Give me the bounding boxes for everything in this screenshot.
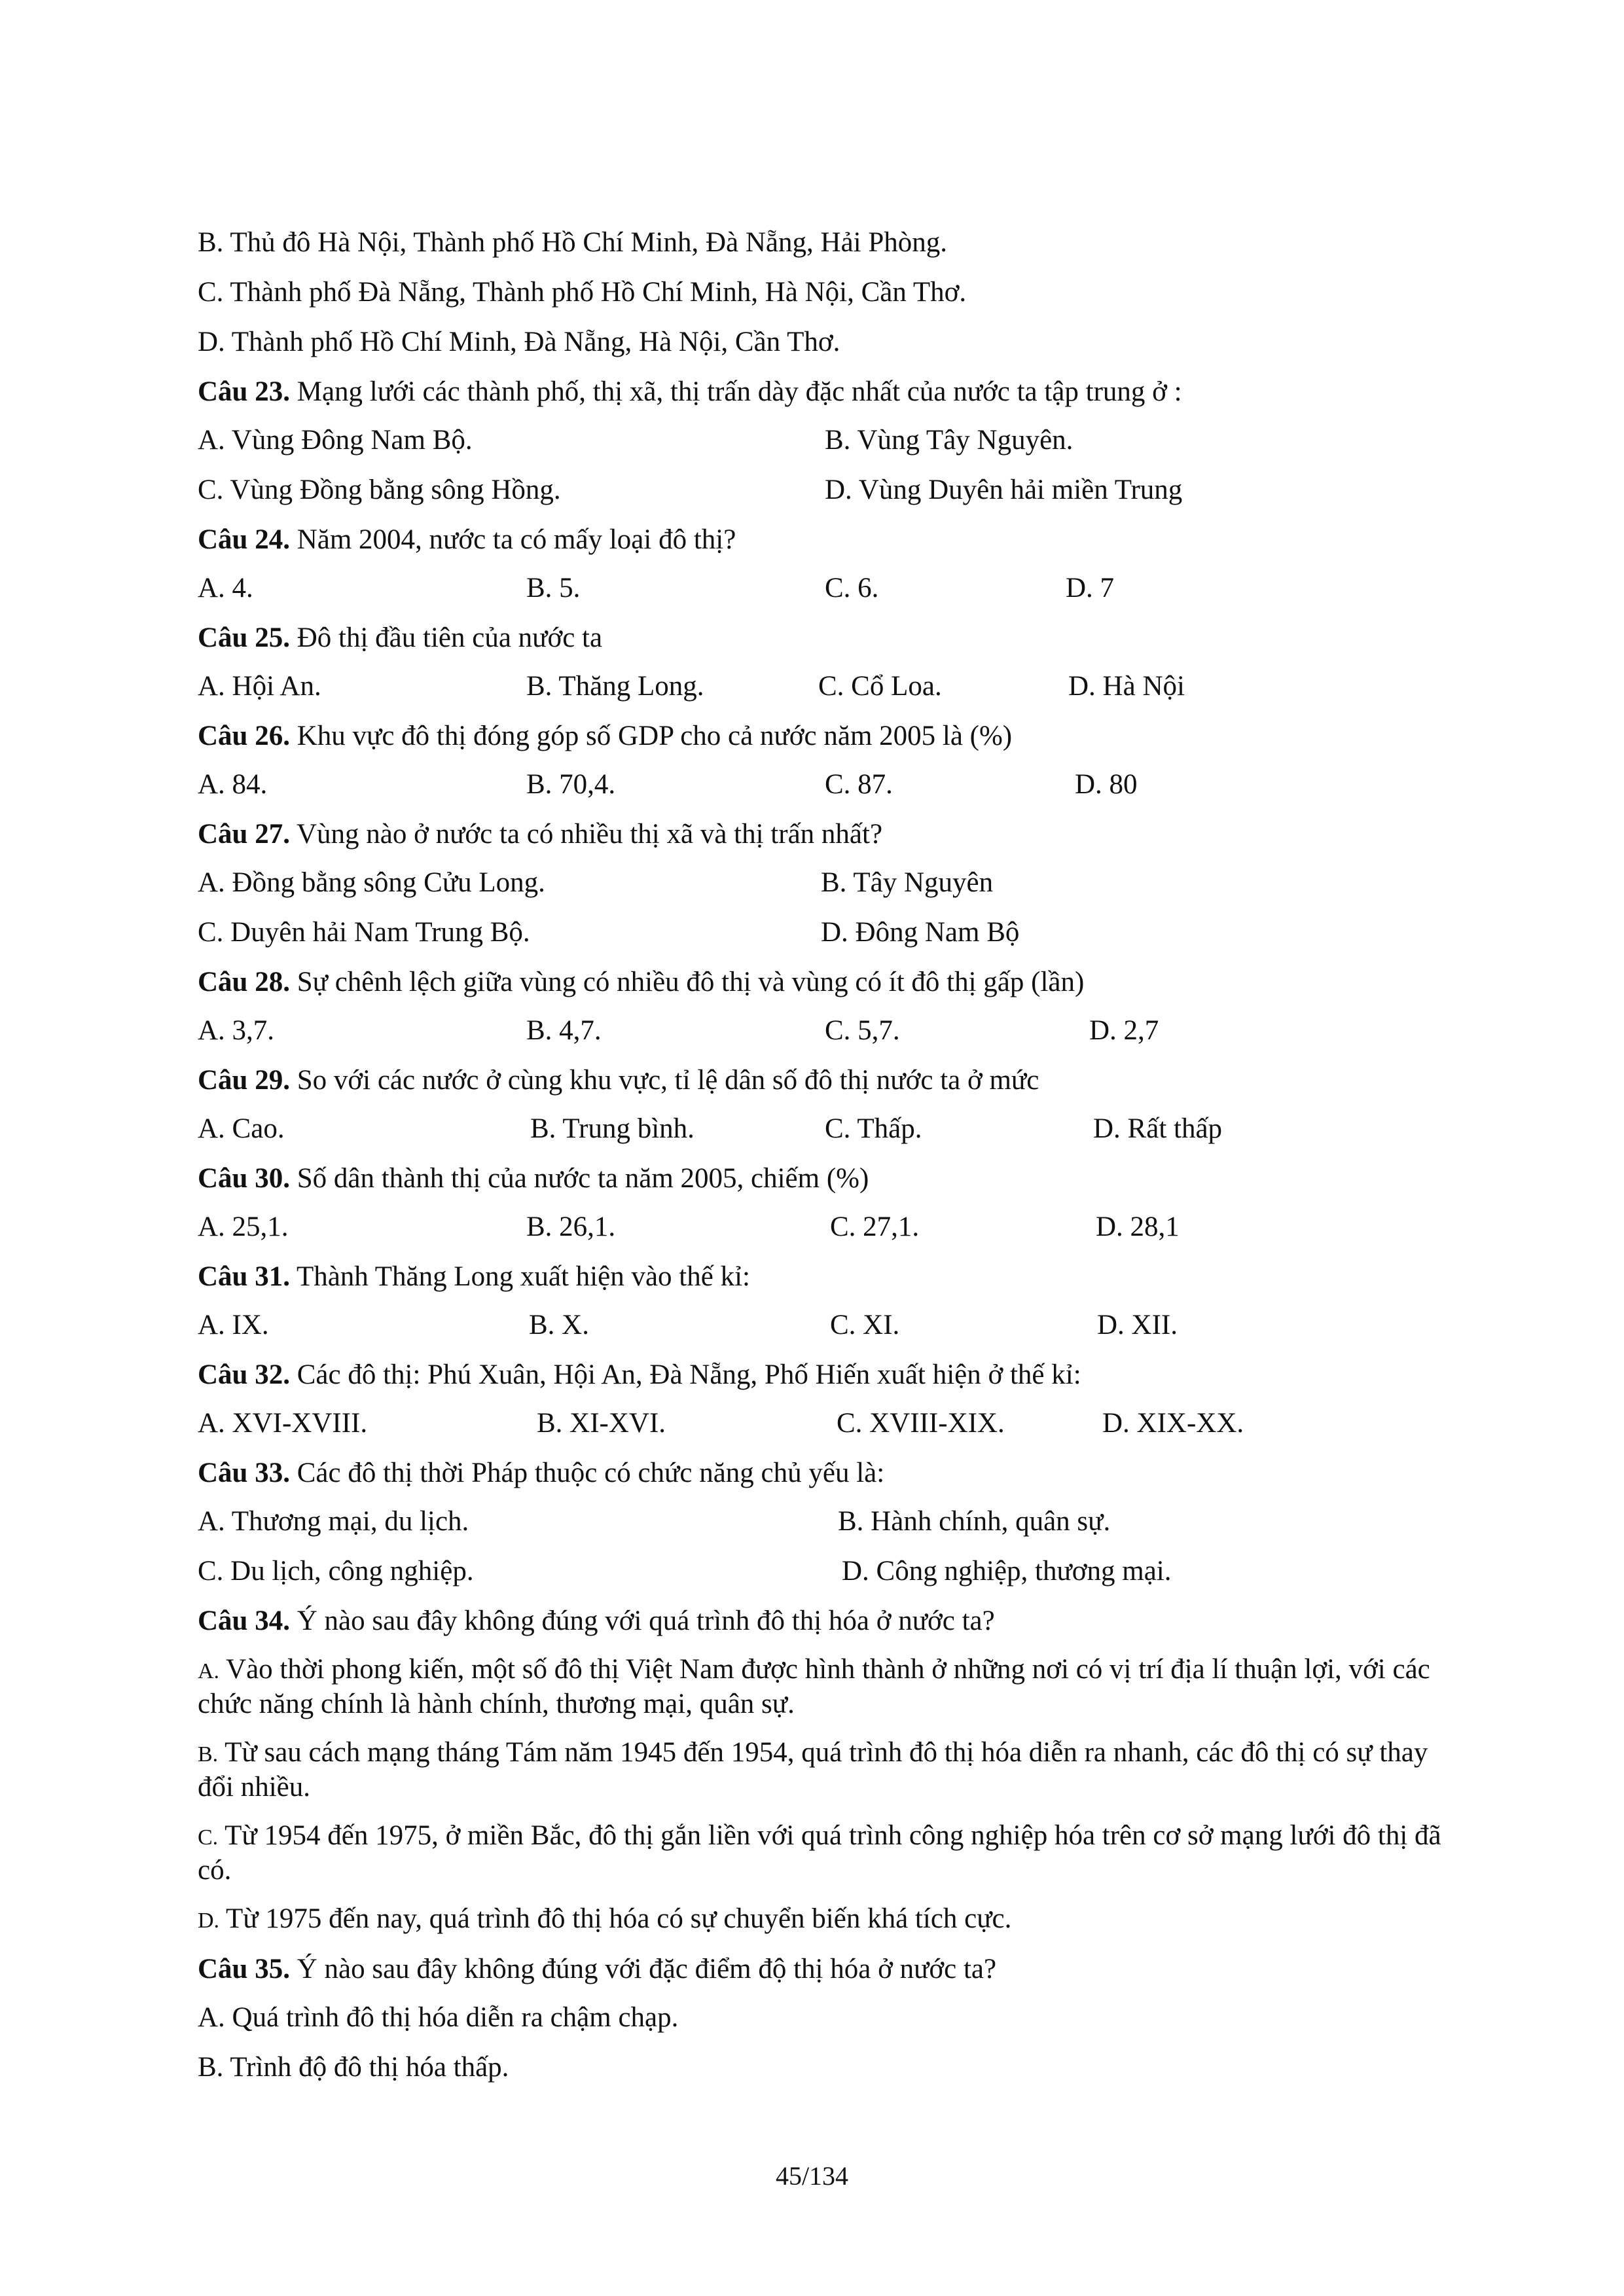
option-b: B. XI-XVI.: [537, 1408, 666, 1439]
question-text: Thành Thăng Long xuất hiện vào thế kỉ:: [289, 1261, 750, 1292]
answer-row: [198, 1113, 1441, 1162]
option-a: A. 4.: [198, 573, 253, 603]
question-text: Mạng lưới các thành phố, thị xã, thị trấn dày đặc nhất của nước ta tập trung ở :: [289, 376, 1182, 407]
option-line: D. Thành phố Hồ Chí Minh, Đà Nẵng, Hà Nội, Cần Thơ.: [198, 327, 840, 357]
option-b: B. 70,4.: [526, 769, 616, 800]
question-28: [198, 966, 1441, 1014]
question-number: Câu 28.: [198, 967, 290, 997]
question-text: Ý nào sau đây không đúng với đặc điểm độ thị hóa ở nước ta?: [289, 1954, 997, 1984]
question-30: [198, 1162, 1441, 1211]
answer-row: [198, 572, 1441, 622]
option-a: A. 84.: [198, 769, 268, 800]
option-d: D. 28,1: [1096, 1211, 1180, 1242]
question-text: Các đô thị thời Pháp thuộc có chức năng chủ yếu là:: [289, 1458, 885, 1488]
page-content: [198, 226, 1441, 2101]
option-b: B. 4,7.: [526, 1015, 602, 1046]
option-d: D. Công nghiệp, thương mại.: [842, 1556, 1172, 1587]
question-number: Câu 33.: [198, 1458, 290, 1488]
answer-row: [198, 1211, 1441, 1261]
answer-row: [198, 867, 1441, 916]
option-c: C. XI.: [830, 1310, 900, 1340]
option-d: D. XII.: [1097, 1310, 1178, 1340]
option-c: C. Cổ Loa.: [818, 671, 942, 702]
option-a: A. Cao.: [198, 1113, 285, 1144]
question-34: [198, 1605, 1441, 1653]
question-text: Khu vực đô thị đóng góp số GDP cho cả nước năm 2005 là (%): [289, 721, 1013, 751]
option-c: C. Duyên hải Nam Trung Bộ.: [198, 917, 530, 948]
option-label: A.: [198, 1659, 220, 1683]
option-d: D. Đông Nam Bộ: [821, 917, 1020, 948]
question-number: Câu 34.: [198, 1605, 290, 1636]
question-number: Câu 25.: [198, 622, 290, 653]
answer-row: [198, 1555, 1441, 1605]
option-b: B. Thăng Long.: [526, 671, 704, 702]
question-number: Câu 24.: [198, 524, 290, 555]
option-c: C. 27,1.: [830, 1211, 920, 1242]
question-number: Câu 29.: [198, 1065, 290, 1096]
option-c: C. Thấp.: [825, 1113, 922, 1144]
option-d: D. 2,7: [1089, 1015, 1159, 1046]
option-c: C. Du lịch, công nghiệp.: [198, 1556, 474, 1587]
option-b: B. Trung bình.: [530, 1113, 695, 1144]
option-d: [198, 1903, 1441, 1937]
option-b: B. 26,1.: [526, 1211, 616, 1242]
option-c: [198, 1820, 1441, 1887]
option-b: B. Tây Nguyên: [821, 867, 994, 898]
option-d: D. Hà Nội: [1068, 671, 1185, 702]
option-text: Vào thời phong kiến, một số đô thị Việt Nam được hình thành ở những nơi có vị trí địa lí thuận lợi, với các chức năng chính là hành chính, thương mại, quân sự.: [198, 1654, 1430, 1719]
question-35: [198, 1953, 1441, 2001]
option-c: C. 5,7.: [825, 1015, 900, 1046]
answer-row: [198, 424, 1441, 474]
option-label: D.: [198, 1909, 220, 1933]
option-line: C. Thành phố Đà Nẵng, Thành phố Hồ Chí Minh, Hà Nội, Cần Thơ.: [198, 277, 967, 308]
answer-row: [198, 1014, 1441, 1064]
option-c: C. XVIII-XIX.: [837, 1408, 1005, 1439]
option-d: D. XIX-XX.: [1102, 1408, 1244, 1439]
question-25: [198, 622, 1441, 670]
option-text: Từ 1975 đến nay, quá trình đô thị hóa có sự chuyển biến khá tích cực.: [219, 1903, 1012, 1934]
answer-row: [198, 1505, 1441, 1555]
page-number: 45/134: [775, 2161, 849, 2191]
option-label: C.: [198, 1825, 219, 1850]
question-33: [198, 1457, 1441, 1505]
option-label: B.: [198, 1742, 219, 1767]
question-29: [198, 1064, 1441, 1113]
question-24: [198, 524, 1441, 572]
question-text: Các đô thị: Phú Xuân, Hội An, Đà Nẵng, Phố Hiến xuất hiện ở thế kỉ:: [289, 1359, 1081, 1390]
option-c: C. 6.: [825, 573, 879, 603]
answer-row: [198, 768, 1441, 818]
option-b: B. 5.: [526, 573, 581, 603]
question-23: [198, 376, 1441, 424]
option-c: C. Vùng Đồng bằng sông Hồng.: [198, 475, 561, 505]
option-b: B. Vùng Tây Nguyên.: [825, 425, 1074, 456]
question-text: Ý nào sau đây không đúng với quá trình đô thị hóa ở nước ta?: [289, 1605, 995, 1636]
question-number: Câu 31.: [198, 1261, 290, 1292]
answer-row: [198, 474, 1441, 524]
option-d: D. 80: [1075, 769, 1138, 800]
option-a: A. Quá trình đô thị hóa diễn ra chậm chạp.: [198, 2002, 679, 2033]
question-text: Sự chênh lệch giữa vùng có nhiều đô thị và vùng có ít đô thị gấp (lần): [289, 967, 1085, 997]
option-b: B. Trình độ đô thị hóa thấp.: [198, 2052, 509, 2083]
answer-row: [198, 670, 1441, 720]
option-a: A. IX.: [198, 1310, 269, 1340]
question-text: Vùng nào ở nước ta có nhiều thị xã và thị trấn nhất?: [289, 819, 883, 850]
option-c: C. 87.: [825, 769, 893, 800]
option-d: D. Vùng Duyên hải miền Trung: [825, 475, 1183, 505]
question-text: Đô thị đầu tiên của nước ta: [289, 622, 603, 653]
question-31: [198, 1261, 1441, 1309]
option-d: D. 7: [1066, 573, 1115, 603]
question-32: [198, 1359, 1441, 1407]
option-a: A. Đồng bằng sông Cửu Long.: [198, 867, 545, 898]
question-number: Câu 35.: [198, 1954, 290, 1984]
option-b: B. Hành chính, quân sự.: [838, 1506, 1111, 1537]
option-d: D. Rất thấp: [1093, 1113, 1223, 1144]
question-number: Câu 30.: [198, 1163, 290, 1194]
option-text: Từ 1954 đến 1975, ở miền Bắc, đô thị gắn liền với quá trình công nghiệp hóa trên cơ sở mạng lưới đô thị đã có.: [198, 1820, 1441, 1886]
question-number: Câu 23.: [198, 376, 290, 407]
option-b: B. X.: [529, 1310, 589, 1340]
question-text: Số dân thành thị của nước ta năm 2005, chiếm (%): [289, 1163, 869, 1194]
question-number: Câu 26.: [198, 721, 290, 751]
question-text: Năm 2004, nước ta có mấy loại đô thị?: [289, 524, 736, 555]
option-a: A. Hội An.: [198, 671, 321, 702]
answer-row: [198, 1407, 1441, 1457]
answer-row: [198, 916, 1441, 966]
question-27: [198, 818, 1441, 867]
option-b: [198, 1736, 1441, 1804]
option-a: A. XVI-XVIII.: [198, 1408, 368, 1439]
option-a: [198, 1653, 1441, 1721]
question-number: Câu 32.: [198, 1359, 290, 1390]
answer-row: [198, 1309, 1441, 1359]
option-a: A. 25,1.: [198, 1211, 289, 1242]
option-text: Từ sau cách mạng tháng Tám năm 1945 đến 1954, quá trình đô thị hóa diễn ra nhanh, các đô thị có sự thay đổi nhiều.: [198, 1737, 1428, 1803]
question-number: Câu 27.: [198, 819, 290, 850]
option-a: A. Thương mại, du lịch.: [198, 1506, 469, 1537]
question-26: [198, 720, 1441, 768]
question-text: So với các nước ở cùng khu vực, tỉ lệ dân số đô thị nước ta ở mức: [289, 1065, 1039, 1096]
option-a: A. Vùng Đông Nam Bộ.: [198, 425, 473, 456]
option-a: A. 3,7.: [198, 1015, 275, 1046]
option-line: B. Thủ đô Hà Nội, Thành phố Hồ Chí Minh, Đà Nẵng, Hải Phòng.: [198, 227, 948, 258]
